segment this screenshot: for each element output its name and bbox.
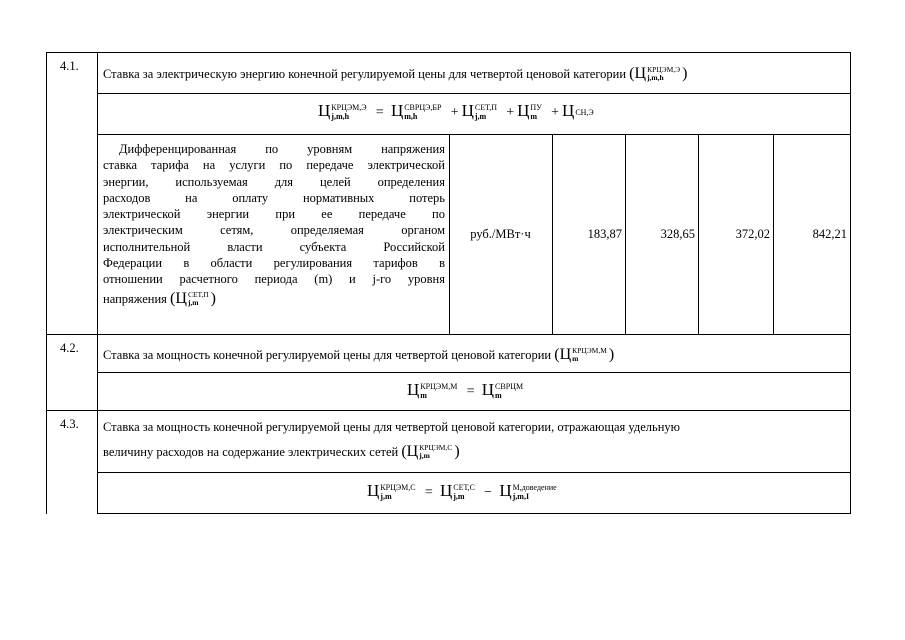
row-number: 4.3.: [60, 417, 79, 431]
description-last-line: напряжения (Ц СЕТ,П j,m ): [103, 289, 216, 307]
row-title: [103, 66, 687, 82]
title-formula-symbol: (Ц КРЦЭМ,С j,m ): [401, 443, 460, 461]
value-cell-3: 372,02: [735, 227, 770, 241]
value-cell-1: 183,87: [587, 227, 622, 241]
description-line: исполнительной власти субъекта Российской: [103, 239, 445, 254]
value-cell-2: 328,65: [660, 227, 695, 241]
row-title-text: Ставка за электрическую энергию конечной регулируемой цены для четвертой ценовой категории: [103, 67, 627, 81]
description-line: ставка тарифа на услуги по передаче электрической: [103, 158, 445, 173]
description-line: электрическим сетям, определяемая органом: [103, 223, 445, 238]
row-41-title-bottom: [97, 93, 851, 94]
row-41-bottom: [46, 334, 851, 335]
description-line: расходов на оплату нормативных потерь: [103, 190, 445, 205]
description-line: электрической энергии при ее передаче по: [103, 207, 445, 222]
row-41-formula-bottom: [97, 134, 851, 135]
title-formula-symbol: (Ц КРЦЭМ,М m ): [554, 346, 615, 364]
row-number: 4.1.: [60, 59, 79, 73]
row-42-title-bottom: [97, 372, 851, 373]
row-title-line-2: величину расходов на содержание электрических сетей (Ц КРЦЭМ,С j,m ): [103, 443, 460, 461]
description-line: отношении расчетного периода (m) и j-го уровня: [103, 272, 445, 287]
row-43-bottom: [97, 513, 851, 514]
row-title-text: Ставка за мощность конечной регулируемой цены для четвертой ценовой категории: [103, 348, 552, 362]
description-line: энергии, используемая для целей определения: [103, 174, 445, 189]
description-line: Федерации в области регулирования тарифов в: [103, 256, 445, 271]
title-formula-symbol: (Ц КРЦЭМ,Э j,m,h ): [629, 65, 688, 83]
row-43-title-bottom: [97, 472, 851, 473]
formula-42: Ц КРЦЭМ,М m = Ц СВРЦМ m: [407, 380, 524, 401]
description-line: Дифференцированная по уровням напряжения: [119, 142, 445, 156]
description-formula-symbol: (Ц СЕТ,П j,m ): [170, 289, 216, 307]
row-title: [103, 347, 614, 363]
formula-43: Ц КРЦЭМ,С j,m = Ц СЕТ,С j,m − Ц М,доведение j,m,I: [367, 481, 557, 502]
row-42-bottom: [46, 410, 851, 411]
unit-cell: руб./МВт·ч: [470, 227, 531, 241]
row-title-line-1: Ставка за мощность конечной регулируемой цены для четвертой ценовой категории, отражающая удельную: [103, 420, 681, 434]
number-column-divider: [97, 52, 98, 514]
value-cell-4: 842,21: [812, 227, 847, 241]
row-number: 4.2.: [60, 341, 79, 355]
table-top-border: [46, 52, 851, 53]
table-right-border: [850, 52, 851, 514]
formula-41: Ц КРЦЭМ,Э j,m,h = Ц СВРЦЭ,БР m,h + Ц СЕТ,П j,m + Ц ПУ m + Ц СН,Э: [318, 101, 594, 122]
tariff-description: [103, 141, 445, 307]
table-left-border: [46, 52, 47, 514]
